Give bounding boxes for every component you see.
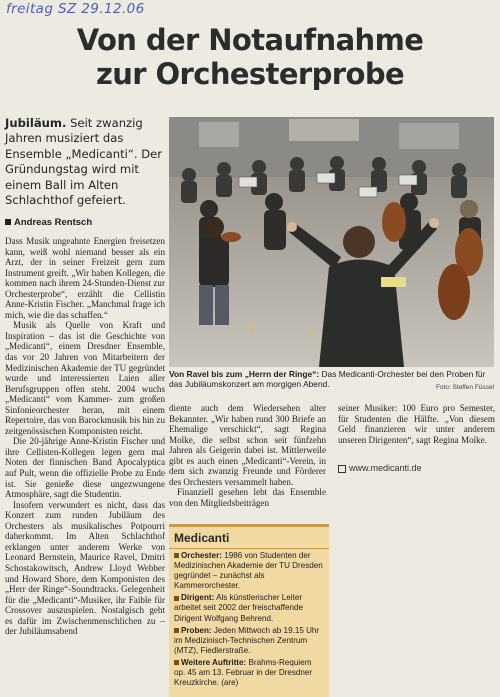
headline [0, 23, 500, 91]
info-item-text: Als künstlerischer Leiter arbeitet seit 2002 der freischaffende Dirigent Wolfgang Behrend. [174, 593, 303, 623]
caption-lead: Von Ravel bis zum „Herrn der Ringe“: [169, 369, 320, 379]
caption-text: Das Medicanti-Orchester bei den Proben für das Jubiläumskonzert am morgigen Abend. [169, 369, 486, 390]
lead-text: Seit zwanzig Jahren musiziert das Ensemble „Medicanti“. Der Gründungstag wird mit einem Ball im Alten Schlachthof gefeiert. [5, 116, 163, 208]
website-url: www.medicanti.de [349, 463, 422, 473]
info-item [169, 549, 329, 591]
info-item-text: Jeden Mittwoch ab 19.15 Uhr im Medizinisch-Technischen Zentrum (MTZ), Fiedlerstraße. [174, 625, 320, 655]
info-item-text: Brahms-Requiem op. 45 am 13. Februar in der Dresdner Kreuzkirche. (are) [174, 657, 313, 688]
info-item [169, 624, 329, 656]
photo-credit: Foto: Steffen Füssel [435, 384, 494, 391]
article-column-2 [169, 403, 326, 513]
body-paragraph: Finanziell gesehen lebt das Ensemble von den Mitgliedsbeiträgen [169, 487, 326, 508]
square-bullet-icon [174, 596, 179, 601]
orchestra-photo [169, 117, 494, 367]
square-bullet-icon [174, 553, 179, 558]
info-item-label: Proben: [181, 625, 212, 635]
square-bullet-icon [174, 628, 179, 633]
article-column-3 [338, 403, 495, 463]
body-paragraph: Musik als Quelle von Kraft und Inspiration – das ist die Geschichte von „Medicanti“, einem Dresdner Ensemble, das vor 20 Jahren von Mitarbeitern der Medizinischen Akademie der TU gegründet wurde und interessierten Laien aller Berufsgruppen offen steht. 2004 wuchs „Medicanti“ vom Kammer- zum großen Sinfonieorchester heran, mit einem Repertoire, das von Barockmusik bis hin zu zeitgenössischen Komponisten reicht. [5, 320, 165, 436]
article-column-1 [5, 236, 165, 694]
square-bullet-icon [174, 660, 179, 665]
info-item [169, 656, 329, 688]
body-paragraph: Dass Musik ungeahnte Energien freisetzen kann, weiß wohl niemand besser als ein Arzt, der in seiner Freizeit gern zum Instrument greift. „Wir haben Kollegen, die kommen nach ihrem 24-Stunden-Dienst zur Orchesterprobe“, erzählt die Cellistin Anne-Kristin Fischer. „Manchmal frage ich mich, wie die das schaffen.“ [5, 236, 165, 320]
body-paragraph: Insofern verwundert es nicht, dass das Konzert zum runden Jubiläum des Orchesters als musikalisches Potpourri daherkommt. Im Alten Schlachthof erklangen unter anderem Werke von Leonard Bernstein, Maurice Ravel, Dmitri Schostakowitsch, Andrew Lloyd Webber und Howard Shore, dem Komponisten des „Herr der Ringe“-Soundtracks. Gelegenheit für die „Medicanti“-Musiker, ihr Faible für Crossover auszuspielen. Nostalgisch geht es dafür im Zwischenmenschlichen zu – der Jubiläumsabend [5, 499, 165, 637]
headline-line-1: Von der Notaufnahme [76, 23, 424, 57]
headline-line-2: zur Orchesterprobe [95, 57, 405, 91]
body-paragraph: diente auch dem Wiedersehen alter Bekannter. „Wir haben rund 300 Briefe an Ehemalige verschickt“, sagt Regina Molke, die selbst schon seit fünfzehn Jahren als Geigerin dabei ist. Mittlerweile gibt es auch einen „Medicanti“-Verein, in dem sich zwanzig Freunde und Förderer des Orchesters versammelt haben. [169, 403, 326, 487]
lead-kicker: Jubiläum. [5, 116, 67, 130]
website-link[interactable] [338, 463, 422, 473]
body-paragraph: Die 20-jährige Anne-Kristin Fischer und ihre Cellisten-Kollegen legen gern mal Noten der finnischen Band Apocalyptica auf Pult, wenn die offizielle Probe zu Ende ist. Sie genieße diese ungezwungene Atmosphäre, sagt die Studentin. [5, 436, 165, 500]
info-item-label: Weitere Auftritte: [181, 657, 247, 667]
author-byline [5, 217, 165, 228]
info-item-label: Dirigent: [181, 593, 215, 603]
web-icon [338, 465, 346, 473]
square-bullet-icon [5, 219, 11, 225]
info-item [169, 591, 329, 623]
info-box-medicanti [169, 524, 329, 697]
handwritten-date-note: freitag SZ 29.12.06 [6, 1, 145, 17]
info-item-label: Orchester: [181, 551, 222, 560]
lead-paragraph [5, 116, 165, 208]
info-box-title: Medicanti [169, 527, 329, 549]
info-item-text: 1986 von Studenten der Medizinischen Akademie der TU Dresden gegründet – zunächst als Kammerorchester. [174, 551, 323, 591]
body-paragraph: seiner Musiker: 100 Euro pro Semester, für Studenten die Hälfte. „Von diesem Geld finanzieren wir unter anderem unseren Dirigenten“, sagt Regina Molke. [338, 403, 495, 445]
author-name: Andreas Rentsch [14, 217, 93, 228]
